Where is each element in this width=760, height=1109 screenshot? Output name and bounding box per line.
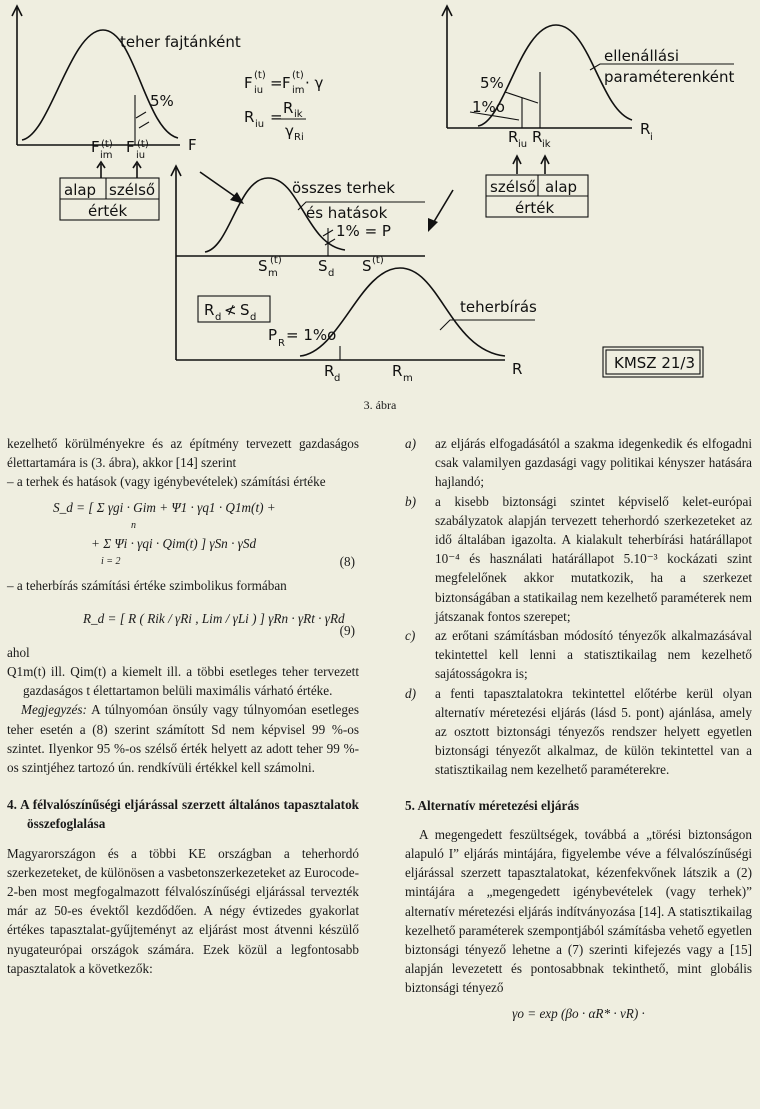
svg-text:ik: ik (294, 109, 303, 120)
svg-text:· γ: · γ (305, 74, 324, 92)
list-item: d) a fenti tapasztalatokra tekintettel előtérbe kerül olyan alternatív méretezési eljárás (lásd 5. pont) ajánlása, amely az osztott biztonsági tényezős rendszer helyett egyetlen biztonsági tényezőt alkalmaz, de külön tekintettel van a statisztikailag nem kezelhető paraméterekre. (405, 685, 752, 778)
svg-text:F: F (91, 138, 100, 156)
svg-text:(t): (t) (254, 70, 266, 81)
svg-text:d: d (250, 312, 257, 323)
partial-factor-formulas (244, 70, 324, 143)
top-left-load-distribution (12, 6, 241, 220)
svg-text:d: d (215, 312, 222, 323)
list-item: c) az erőtani számításban módosító tényezők alkalmazásával tekintettel kell lenni a statisztikailag nem kezelhető sajátosságokra is; (405, 628, 752, 682)
svg-text:(t): (t) (137, 139, 149, 150)
svg-text:= 1%o: = 1%o (286, 326, 337, 344)
svg-text:paraméterenként: paraméterenként (604, 68, 735, 86)
tl-curve-label: teher fajtánként (120, 33, 241, 51)
svg-text:5%: 5% (480, 74, 504, 92)
equation-8: S_d = [ Σ γgi · Gim + Ψ1 · γq1 · Q1m(t) + n + Σ Ψi · γqi · Qim(t) ] γSn · γSd i = 2 (8) (53, 499, 355, 569)
figure-drawing (0, 0, 760, 400)
kmsz-stamp: KMSZ 21/3 (614, 354, 696, 372)
lower-resistance-distribution (176, 268, 703, 384)
svg-text:(t): (t) (372, 255, 384, 266)
svg-text:és hatások: és hatások (306, 204, 388, 222)
svg-text:alap: alap (64, 181, 97, 199)
svg-text:1% = P: 1% = P (336, 222, 391, 240)
svg-text:i: i (650, 132, 653, 143)
svg-text:iu: iu (254, 85, 264, 96)
list-item: – a teherbírás számítási értéke szimbolikus formában (7, 577, 287, 593)
svg-text:R: R (244, 108, 255, 126)
svg-text:R: R (508, 128, 519, 146)
section-heading-5: 5. Alternatív méretezési eljárás (405, 797, 580, 813)
svg-text:szélső: szélső (490, 178, 537, 196)
left-column (7, 434, 359, 978)
svg-text:F: F (282, 74, 291, 92)
svg-text:teherbírás: teherbírás (460, 298, 537, 316)
svg-text:S: S (258, 257, 268, 275)
svg-text:P: P (268, 326, 278, 344)
svg-text:R: R (278, 338, 285, 349)
svg-text:ellenállási: ellenállási (604, 47, 679, 65)
svg-text:R: R (532, 128, 543, 146)
svg-text:R: R (640, 120, 651, 138)
svg-text:S: S (318, 257, 328, 275)
list-item: a) az eljárás elfogadásától a szakma idegenkedik és elfogadni csak valamilyen gazdasági vagy politikai kényszer hatására hajlandó; (405, 436, 752, 490)
svg-text:szélső: szélső (109, 181, 156, 199)
svg-text:m: m (268, 268, 278, 279)
svg-text:R: R (512, 360, 523, 378)
equation-9: R_d = [ R ( Rik / γRi , Lim / γLi ) ] γRn · γRt · γRd (9) (83, 610, 355, 638)
right-column (405, 434, 752, 1023)
svg-text:d: d (328, 268, 335, 279)
paragraph: ahol (7, 644, 30, 660)
svg-text:γ: γ (285, 122, 294, 140)
svg-text:érték: érték (515, 199, 555, 217)
figure-caption: 3. ábra (363, 398, 397, 412)
tl-percent: 5% (150, 92, 174, 110)
svg-text:F: F (244, 74, 253, 92)
svg-text:F: F (126, 138, 135, 156)
svg-text:ik: ik (542, 139, 551, 150)
svg-text:érték: érték (88, 202, 128, 220)
svg-text:R: R (324, 362, 335, 380)
svg-text:d: d (334, 373, 341, 384)
svg-text:(t): (t) (292, 70, 304, 81)
svg-text:iu: iu (255, 119, 265, 130)
tl-axis-label: F (188, 136, 197, 154)
figure-3 (0, 0, 760, 420)
svg-text:≮: ≮ (224, 301, 237, 319)
top-right-resistance-distribution (442, 6, 734, 217)
svg-text:=: = (270, 74, 283, 92)
list-item: b) a kisebb biztonsági szintet képviselő kelet-európai szabályzatok alapján tervezett teherhordó szerkezeteket az idő általában igazolta. A kialakult teherbírási határállapot 10⁻⁴ és használati határállapot 5.10⁻³ kockázati szint megfelelőnek akkor mutatkozik, ha a szerkezet biztonságában a statikailag nem kezelhető paraméterek nem játszanak fontos szerepet; (405, 493, 752, 624)
svg-text:iu: iu (518, 139, 528, 150)
section-heading-4: 4. A félvalószínűségi eljárással szerzett általános tapasztalatok összefoglalása (7, 797, 359, 832)
svg-text:összes terhek: összes terhek (292, 179, 395, 197)
svg-text:S: S (362, 257, 372, 275)
svg-text:alap: alap (545, 178, 578, 196)
svg-text:(t): (t) (270, 255, 282, 266)
paragraph: A megengedett feszültségek, továbbá a „törési biztonságon alapuló I” eljárás mintájára, figyelembe véve a félvalószínűségi eljárással szerzett tapasztalatokat, kézenfekvőnek látszik a (2) mintájára a „megengedett igénybevételek (vagy terhek)” alternatív méretezési eljárás indítványozása [14]. A statisztikailag kezelhető paraméterek szempontjából számításba vehető egyetlen biztonsági tényező lehetne a (7) szerinti kifejezés vagy a [15] alapján levezetett és pontosabbnak tekinthető, mint globális biztonsági tényező (405, 826, 752, 996)
svg-text:im: im (292, 85, 305, 96)
note: Megjegyzés: A túlnyomóan önsúly vagy túlnyomóan esetleges teher esetén a (8) szerint számított Sd nem képvisel 99 %-os szintet. Ilyenkor 95 %-os szélső érték helyett az adott teher 99 %-os szintjéhez tartozó ún. rendkívüli értékkel kell számolni. (7, 702, 359, 776)
svg-text:S: S (240, 301, 250, 319)
svg-text:=: = (270, 108, 283, 126)
paragraph: kezelhető körülményekre és az építmény tervezett gazdaságos élettartamára is (3. ábra), akkor [14] szerint (7, 436, 359, 471)
svg-text:R: R (392, 362, 403, 380)
svg-text:R: R (204, 301, 215, 319)
definition: Q1m(t) ill. Qim(t) a kiemelt ill. a többi esetleges teher tervezett gazdaságos t élettartamon belüli maximális várható értéke. (7, 664, 359, 699)
svg-text:Ri: Ri (294, 132, 304, 143)
svg-text:m: m (403, 373, 413, 384)
svg-text:iu: iu (136, 150, 146, 161)
svg-text:im: im (100, 150, 113, 161)
svg-text:(t): (t) (101, 139, 113, 150)
list-item: – a terhek és hatások (vagy igénybevételek) számítási értéke (7, 474, 326, 490)
equation-global-factor: γo = exp (βo · αR* · vR) · (512, 1005, 645, 1021)
svg-text:R: R (283, 99, 294, 117)
svg-text:1%o: 1%o (472, 98, 505, 116)
paragraph: Magyarországon és a többi KE országban a teherhordó szerkezeteket, de különösen a vasbetonszerkezeteket az Eurocode-2-ben most megfogalmazott félvalószínűségi eljárással tervezték már az 50-es évektől kezdődően. A négy évtizedes gyakorlat értékes tapasztalat-gyűjteményt az eljárást most átvenni készülő nyugateurópai országok számára. Ezek közül a legfontosabb tapasztalatok a következők: (7, 845, 359, 976)
